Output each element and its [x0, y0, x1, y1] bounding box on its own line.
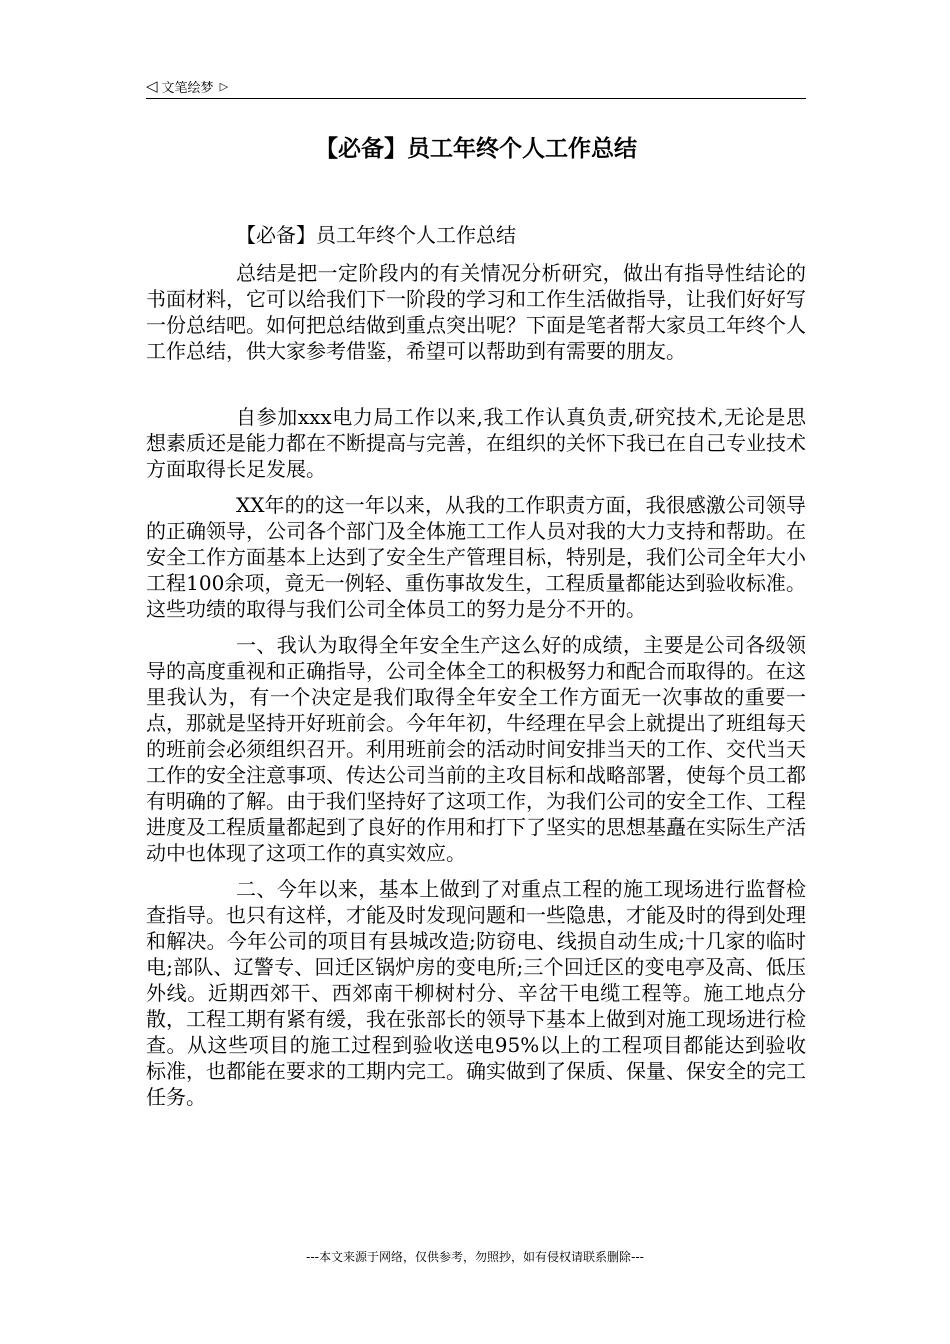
- triangle-left-icon: ◁: [146, 76, 158, 95]
- header-divider: [146, 98, 806, 99]
- footer-disclaimer: ---本文来源于网络，仅供参考，勿照抄，如有侵权请联系删除---: [306, 1250, 644, 1264]
- document-subtitle: 【必备】员工年终个人工作总结: [236, 223, 516, 247]
- triangle-right-icon: ▷: [219, 79, 229, 93]
- header-brand: 文笔绘梦: [161, 80, 214, 96]
- paragraph-1: 自参加xxx电力局工作以来,我工作认真负责,研究技术,无论是思想素质还是能力都在不断提高与完善，在组织的关怀下我已在自己专业技术方面取得长足发展。: [146, 405, 806, 481]
- paragraph-3: 一、我认为取得全年安全生产这么好的成绩，主要是公司各级领导的高度重视和正确指导，公司全体全工的积极努力和配合而取得的。在这里我认为，有一个决定是我们取得全年安全工作方面无一次事故的重要一点，那就是坚持开好班前会。今年年初，牛经理在早会上就提出了班组每天的班前会必须组织召开。利用班前会的活动时间安排当天的工作、交代当天工作的安全注意事项、传达公司当前的主攻目标和战略部署，使每个员工都有明确的了解。由于我们坚持好了这项工作，为我们公司的安全工作、工程进度及工程质量都起到了良好的作用和打下了坚实的思想基矗在实际生产活动中也体现了这项工作的真实效应。: [146, 633, 806, 865]
- paragraph-4: 二、今年以来，基本上做到了对重点工程的施工现场进行监督检查指导。也只有这样，才能及时发现问题和一些隐患，才能及时的得到处理和解决。今年公司的项目有县城改造;防窃电、线损自动生成;十几家的临时电;部队、辽警专、回迁区锅炉房的变电所;三个回迁区的变电亭及高、低压外线。近期西郊干、西郊南干柳树村分、辛岔干电缆工程等。施工地点分散，工程工期有紧有缓，我在张部长的领导下基本上做到对施工现场进行检查。从这些项目的施工过程到验收送电95%以上的工程项目都能达到验收标准，也都能在要求的工期内完工。确实做到了保质、保量、保安全的完工任务。: [146, 877, 806, 1109]
- paragraph-intro: 总结是把一定阶段内的有关情况分析研究，做出有指导性结论的书面材料，它可以给我们下一阶段的学习和工作生活做指导，让我们好好写一份总结吧。如何把总结做到重点突出呢？下面是笔者帮大家员工年终个人工作总结，供大家参考借鉴，希望可以帮助到有需要的朋友。: [146, 261, 806, 363]
- page-header: [146, 74, 806, 98]
- paragraph-2: XX年的的这一年以来，从我的工作职责方面，我很感激公司领导的正确领导，公司各个部门及全体施工工作人员对我的大力支持和帮助。在安全工作方面基本上达到了安全生产管理目标，特别是，我们公司全年大小工程100余项，竟无一例轻、重伤事故发生，工程质量都能达到验收标准。这些功绩的取得与我们公司全体员工的努力是分不开的。: [146, 493, 806, 621]
- document-title: 【必备】员工年终个人工作总结: [315, 136, 637, 162]
- document-body: [146, 222, 806, 1110]
